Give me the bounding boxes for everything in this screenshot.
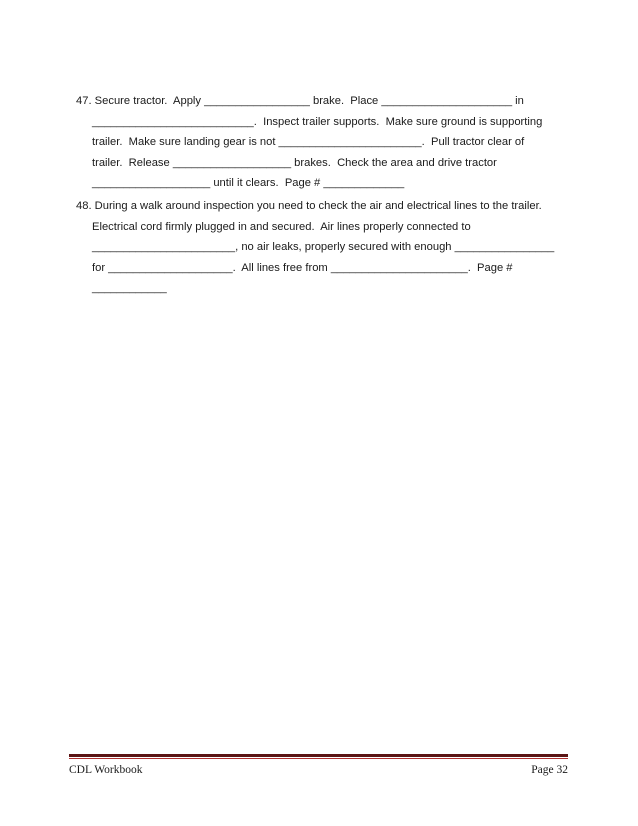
question-48-line-5: ____________	[92, 282, 167, 294]
question-48-line-3: _______________________, no air leaks, properly secured with enough ________________	[92, 241, 555, 253]
question-47-line-5: ___________________ until it clears. Page # _____________	[92, 177, 405, 189]
page-footer	[69, 763, 568, 777]
question-47	[76, 91, 572, 194]
question-48-line-4: for ____________________. All lines free from ______________________. Page #	[92, 261, 513, 274]
page-number: Page 32	[531, 764, 568, 776]
question-48-line-1: 48. During a walk around inspection you need to check the air and electrical lines to the trailer.	[76, 200, 542, 212]
question-48-line-2: Electrical cord firmly plugged in and secured. Air lines properly connected to	[92, 220, 471, 233]
footer-rule-accent	[69, 758, 568, 759]
footer-rule	[69, 754, 568, 757]
question-47-line-3: trailer. Make sure landing gear is not _______________________. Pull tractor clear of	[92, 136, 525, 148]
footer-title: CDL Workbook	[69, 764, 143, 776]
question-47-line-1: 47. Secure tractor. Apply _________________ brake. Place _____________________ in	[76, 95, 524, 107]
question-48	[76, 196, 572, 299]
question-47-line-2: __________________________. Inspect trailer supports. Make sure ground is supporting	[92, 115, 543, 128]
question-47-line-4: trailer. Release ___________________ brakes. Check the area and drive tractor	[92, 156, 497, 169]
